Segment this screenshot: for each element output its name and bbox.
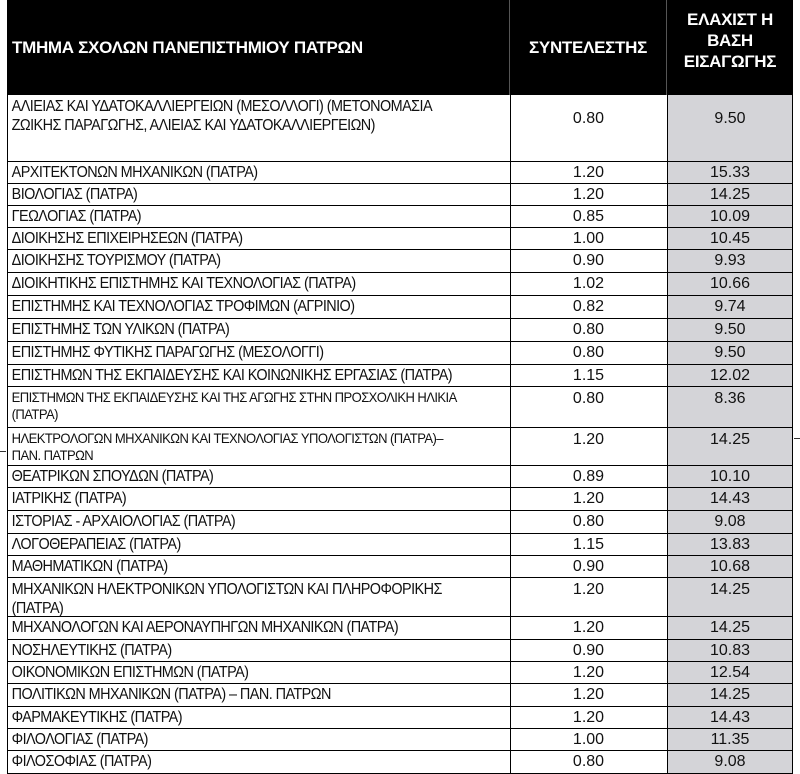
min-base-value: 10.10 (667, 466, 793, 487)
table-row (7, 466, 793, 488)
table-row (7, 511, 793, 534)
min-base-value: 10.68 (667, 556, 793, 577)
column-divider-coefficient (510, 95, 511, 774)
department-name: ΕΠΙΣΤΗΜΗΣ ΚΑΙ ΤΕΧΝΟΛΟΓΙΑΣ ΤΡΟΦΙΜΩΝ (ΑΓΡΙΝΙΟ) (11, 298, 355, 315)
min-base-value: 12.02 (667, 365, 793, 386)
department-name: ΦΙΛΟΣΟΦΙΑΣ (ΠΑΤΡΑ) (11, 753, 152, 770)
department-name: ΕΠΙΣΤΗΜΗΣ ΦΥΤΙΚΗΣ ΠΑΡΑΓΩΓΗΣ (ΜΕΣΟΛΟΓΓΙ) (11, 344, 324, 361)
min-base-value: 9.08 (667, 751, 793, 773)
coefficient-value: 1.15 (572, 367, 605, 384)
table-row (7, 428, 793, 466)
column-divider-base (667, 95, 668, 774)
coefficient-value: 1.20 (572, 581, 605, 598)
department-name: ΔΙΟΙΚΗΣΗΣ ΕΠΙΧΕΙΡΗΣΕΩΝ (ΠΑΤΡΑ) (11, 230, 243, 247)
coefficient-value: 0.80 (572, 390, 605, 407)
department-name: ΜΗΧΑΝΙΚΩΝ ΗΛΕΚΤΡΟΝΙΚΩΝ ΥΠΟΛΟΓΙΣΤΩΝ ΚΑΙ ΠΛΗΡΟΦΟΡΙΚΗΣ (ΠΑΤΡΑ) (11, 581, 442, 617)
left-edge-tick (0, 451, 6, 452)
min-base-value: 14.25 (667, 617, 793, 639)
table-row (7, 640, 793, 662)
coefficient-value: 0.89 (572, 468, 605, 485)
coefficient-value: 0.80 (572, 321, 605, 338)
department-name: ΙΣΤΟΡΙΑΣ - ΑΡΧΑΙΟΛΟΓΙΑΣ (ΠΑΤΡΑ) (11, 513, 236, 530)
header-department: ΤΜΗΜΑ ΣΧΟΛΩΝ ΠΑΝΕΠΙΣΤΗΜΙΟΥ ΠΑΤΡΩΝ (7, 0, 510, 95)
table-border-left (7, 95, 8, 774)
header-min-base (667, 0, 793, 95)
coefficient-value: 0.80 (572, 110, 605, 127)
table-row (7, 342, 793, 365)
min-base-value: 14.43 (667, 488, 793, 510)
department-name: ΕΠΙΣΤΗΜΗΣ ΤΩΝ ΥΛΙΚΩΝ (ΠΑΤΡΑ) (11, 321, 230, 338)
min-base-value: 14.25 (667, 684, 793, 706)
coefficient-value: 0.80 (572, 513, 605, 530)
department-name: ΜΑΘΗΜΑΤΙΚΩΝ (ΠΑΤΡΑ) (11, 558, 168, 575)
table-row (7, 488, 793, 511)
department-name: ΑΡΧΙΤΕΚΤΟΝΩΝ ΜΗΧΑΝΙΚΩΝ (ΠΑΤΡΑ) (11, 164, 258, 181)
coefficient-value: 1.20 (572, 619, 605, 636)
coefficient-value: 0.90 (572, 642, 605, 659)
table-row (7, 662, 793, 684)
coefficient-value: 0.80 (572, 344, 605, 361)
table-row (7, 684, 793, 707)
min-base-value: 15.33 (667, 162, 793, 183)
department-name: ΗΛΕΚΤΡΟΛΟΓΩΝ ΜΗΧΑΝΙΚΩΝ ΚΑΙ ΤΕΧΝΟΛΟΓΙΑΣ ΥΠΟΛΟΓΙΣΤΩΝ (ΠΑΤΡΑ)– ΠΑΝ. ΠΑΤΡΩΝ (11, 430, 443, 463)
table-row (7, 319, 793, 342)
coefficient-value: 1.02 (572, 275, 605, 292)
coefficient-value: 0.90 (572, 252, 605, 269)
coefficient-value: 1.20 (572, 709, 605, 726)
coefficient-value: 1.20 (572, 186, 605, 203)
min-base-value: 8.36 (667, 387, 793, 427)
department-name: ΓΕΩΛΟΓΙΑΣ (ΠΑΤΡΑ) (11, 208, 142, 225)
min-base-value: 10.66 (667, 273, 793, 295)
coefficient-value: 1.20 (572, 164, 605, 181)
min-base-value: 9.93 (667, 250, 793, 272)
department-name: ΔΙΟΙΚΗΤΙΚΗΣ ΕΠΙΣΤΗΜΗΣ ΚΑΙ ΤΕΧΝΟΛΟΓΙΑΣ (ΠΑΤΡΑ) (11, 275, 356, 292)
min-base-value: 9.50 (667, 319, 793, 341)
min-base-value: 14.43 (667, 707, 793, 728)
table-row (7, 250, 793, 273)
min-base-value: 12.54 (667, 662, 793, 683)
coefficient-value: 1.20 (572, 686, 605, 703)
coefficient-value: 0.80 (572, 753, 605, 770)
table-row (7, 228, 793, 250)
department-name: ΦΙΛΟΛΟΓΙΑΣ (ΠΑΤΡΑ) (11, 731, 148, 748)
header-min-base-text: ΕΛΑΧΙΣΤ Η ΒΑΣΗ ΕΙΣΑΓΩΓΗΣ (683, 10, 777, 71)
department-name: ΜΗΧΑΝΟΛΟΓΩΝ ΚΑΙ ΑΕΡΟΝΑΥΠΗΓΩΝ ΜΗΧΑΝΙΚΩΝ (ΠΑΤΡΑ) (11, 619, 399, 636)
department-name: ΑΛΙΕΙΑΣ ΚΑΙ ΥΔΑΤΟΚΑΛΛΙΕΡΓΕΙΩΝ (ΜΕΣΟΛΛΟΓΙ) (ΜΕΤΟΝΟΜΑΣΙΑ ΖΩΙΚΗΣ ΠΑΡΑΓΩΓΗΣ, ΑΛΙΕΙΑΣ ΚΑΙ ΥΔΑΤΟΚΑΛΛΙΕΡΓΕΙΩΝ) (11, 98, 432, 134)
min-base-value: 9.50 (667, 342, 793, 364)
min-base-value: 14.25 (667, 184, 793, 205)
department-name: ΛΟΓΟΘΕΡΑΠΕΙΑΣ (ΠΑΤΡΑ) (11, 536, 181, 553)
table-row (7, 556, 793, 578)
table-row (7, 617, 793, 640)
department-name: ΘΕΑΤΡΙΚΩΝ ΣΠΟΥΔΩΝ (ΠΑΤΡΑ) (11, 468, 214, 485)
department-name: ΠΟΛΙΤΙΚΩΝ ΜΗΧΑΝΙΚΩΝ (ΠΑΤΡΑ) – ΠΑΝ. ΠΑΤΡΩΝ (11, 686, 331, 703)
coefficient-value: 1.20 (572, 490, 605, 507)
min-base-value: 10.83 (667, 640, 793, 661)
coefficient-value: 1.15 (572, 536, 605, 553)
table-header (7, 0, 793, 95)
table-row (7, 578, 793, 617)
coefficient-value: 0.85 (572, 208, 605, 225)
header-coefficient: ΣΥΝΤΕΛΕΣΤΗΣ (510, 0, 667, 95)
coefficient-value: 0.90 (572, 558, 605, 575)
department-name: ΕΠΙΣΤΗΜΩΝ ΤΗΣ ΕΚΠΑΙΔΕΥΣΗΣ ΚΑΙ ΚΟΙΝΩΝΙΚΗΣ ΕΡΓΑΣΙΑΣ (ΠΑΤΡΑ) (11, 367, 453, 384)
table-row (7, 387, 793, 428)
department-name: ΙΑΤΡΙΚΗΣ (ΠΑΤΡΑ) (11, 490, 127, 507)
min-base-value: 13.83 (667, 534, 793, 555)
coefficient-value: 1.00 (572, 731, 605, 748)
department-name: ΦΑΡΜΑΚΕΥΤΙΚΗΣ (ΠΑΤΡΑ) (11, 709, 182, 726)
coefficient-value: 1.20 (572, 431, 605, 448)
department-name: ΔΙΟΙΚΗΣΗΣ ΤΟΥΡΙΣΜΟΥ (ΠΑΤΡΑ) (11, 252, 221, 269)
table-row (7, 707, 793, 729)
min-base-value: 9.74 (667, 296, 793, 318)
department-name: ΒΙΟΛΟΓΙΑΣ (ΠΑΤΡΑ) (11, 186, 138, 203)
table-row (7, 534, 793, 556)
min-base-value: 9.08 (667, 511, 793, 533)
min-base-value: 14.25 (667, 578, 793, 616)
min-base-value: 10.09 (667, 206, 793, 227)
coefficient-value: 0.82 (572, 298, 605, 315)
table-row (7, 729, 793, 751)
right-edge-tick (794, 438, 800, 439)
min-base-value: 11.35 (667, 729, 793, 750)
table-row (7, 184, 793, 206)
table-row (7, 206, 793, 228)
table-row (7, 751, 793, 774)
min-base-value: 9.50 (667, 95, 793, 161)
table-row (7, 273, 793, 296)
table-row (7, 296, 793, 319)
coefficient-value: 1.20 (572, 664, 605, 681)
table-row (7, 365, 793, 387)
min-base-value: 14.25 (667, 428, 793, 465)
table-border-right (792, 95, 793, 774)
table-row (7, 95, 793, 162)
table-row (7, 162, 793, 184)
department-name: ΝΟΣΗΛΕΥΤΙΚΗΣ (ΠΑΤΡΑ) (11, 642, 172, 659)
min-base-value: 10.45 (667, 228, 793, 249)
department-name: ΕΠΙΣΤΗΜΩΝ ΤΗΣ ΕΚΠΑΙΔΕΥΣΗΣ ΚΑΙ ΤΗΣ ΑΓΩΓΗΣ ΣΤΗΝ ΠΡΟΣΧΟΛΙΚΗ ΗΛΙΚΙΑ (ΠΑΤΡΑ) (11, 389, 457, 422)
department-name: ΟΙΚΟΝΟΜΙΚΩΝ ΕΠΙΣΤΗΜΩΝ (ΠΑΤΡΑ) (11, 664, 249, 681)
coefficient-value: 1.00 (572, 230, 605, 247)
